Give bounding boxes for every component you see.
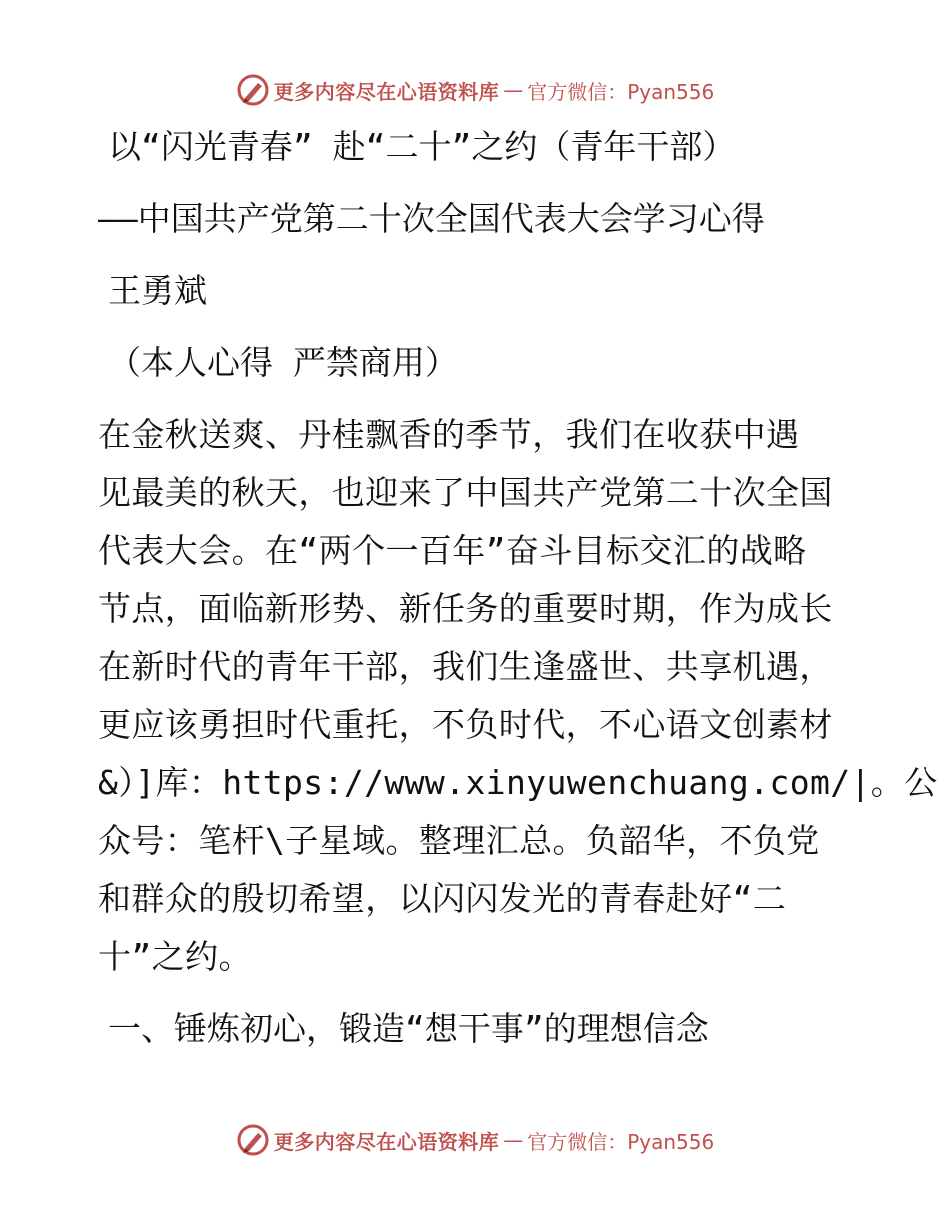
document-body — [98, 118, 938, 1058]
pen-logo-icon — [236, 1123, 270, 1157]
banner-library-text: 更多内容尽在心语资料库 — [273, 1129, 500, 1154]
pen-logo-icon — [236, 73, 270, 107]
paragraph-line: 众号：笔杆\子星域。整理汇总。负韶华，不负党 — [98, 821, 820, 860]
body-paragraph — [98, 406, 938, 986]
banner-wechat-text: 官方微信：Pyan556 — [527, 1129, 715, 1154]
paragraph-line: 节点，面临新形势、新任务的重要时期，作为成长 — [98, 589, 833, 628]
paragraph-line: 和群众的殷切希望，以闪闪发光的青春赴好“二 — [98, 879, 787, 918]
paragraph-line: 见最美的秋天，也迎来了中国共产党第二十次全国 — [98, 473, 833, 512]
paragraph-line: 代表大会。在“两个一百年”奋斗目标交汇的战略 — [98, 531, 807, 570]
paragraph-line: &）]库：https://www.xinyuwenchuang.com/|。公 — [98, 763, 938, 802]
section-heading-1: 一、锤炼初心，锻造“想干事”的理想信念 — [108, 1009, 709, 1048]
banner-dash: — — [503, 1128, 524, 1152]
paragraph-line: 在金秋送爽、丹桂飘香的季节，我们在收获中遇 — [98, 415, 800, 454]
document-author: 王勇斌 — [108, 271, 207, 310]
document-title: 以“闪光青春” 赴“二十”之约（青年干部） — [108, 127, 736, 166]
banner-library-text: 更多内容尽在心语资料库 — [273, 79, 500, 104]
footer-watermark-banner — [0, 1120, 950, 1160]
document-note: （本人心得 严禁商用） — [108, 343, 458, 382]
paragraph-line: 十”之约。 — [98, 937, 252, 976]
banner-wechat-text: 官方微信：Pyan556 — [527, 79, 715, 104]
document-subtitle: ——中国共产党第二十次全国代表大会学习心得 — [98, 199, 765, 238]
paragraph-line: 更应该勇担时代重托，不负时代，不心语文创素材 — [98, 705, 833, 744]
banner-dash: — — [503, 78, 524, 102]
paragraph-line: 在新时代的青年干部，我们生逢盛世、共享机遇， — [98, 647, 833, 686]
header-watermark-banner — [0, 70, 950, 110]
